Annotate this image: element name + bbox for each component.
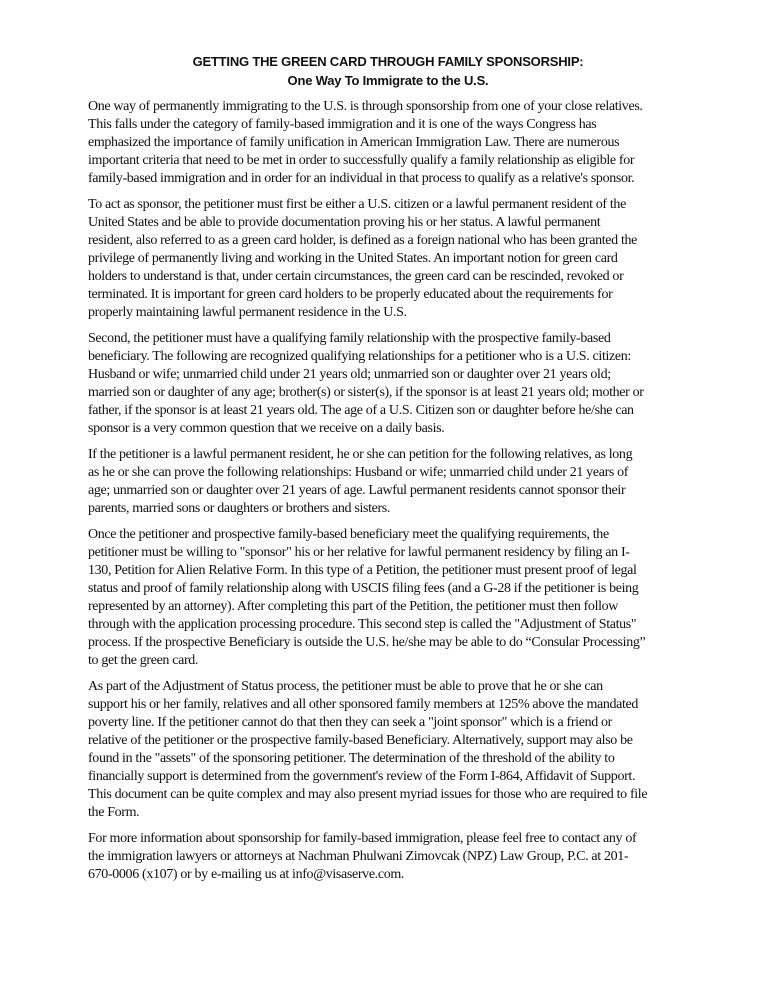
text-line: important criteria that need to be met in order to successfully qualify a family relationship as eligible for [88, 153, 635, 168]
paragraph-7 [88, 830, 698, 884]
paragraph-1 [88, 98, 698, 188]
text-line: poverty line. If the petitioner cannot do that then they can seek a "joint sponsor" which is a friend or [88, 715, 612, 730]
document-title [88, 52, 688, 90]
text-line: This falls under the category of family-based immigration and it is one of the ways Congress has [88, 117, 597, 132]
text-line: age; unmarried son or daughter over 21 years of age. Lawful permanent residents cannot sponsor their [88, 483, 626, 498]
text-line: married son or daughter of any age; brother(s) or sister(s), if the sponsor is at least 21 years old; mother or [88, 385, 644, 400]
paragraph-2 [88, 196, 698, 322]
text-line: If the petitioner is a lawful permanent resident, he or she can petition for the following relatives, as long [88, 447, 633, 462]
text-line: resident, also referred to as a green card holder, is defined as a foreign national who has been granted the [88, 233, 638, 248]
text-line: represented by an attorney). After completing this part of the Petition, the petitioner must then follow [88, 599, 619, 614]
text-line: the immigration lawyers or attorneys at Nachman Phulwani Zimovcak (NPZ) Law Group, P.C. at 201- [88, 849, 629, 864]
paragraph-4 [88, 446, 698, 518]
text-line: One way of permanently immigrating to the U.S. is through sponsorship from one of your close relatives. [88, 99, 643, 114]
text-line: Husband or wife; unmarried child under 21 years old; unmarried son or daughter over 21 years old; [88, 367, 611, 382]
text-line: Second, the petitioner must have a qualifying family relationship with the prospective family-based [88, 331, 611, 346]
paragraph-6 [88, 678, 698, 822]
text-line: father, if the sponsor is at least 21 years old. The age of a U.S. Citizen son or daughter before he/she can [88, 403, 634, 418]
text-line: Once the petitioner and prospective family-based beneficiary meet the qualifying requirements, the [88, 527, 609, 542]
text-line: financially support is determined from the government's review of the Form I-864, Affidavit of Support. [88, 769, 636, 784]
paragraph-3 [88, 330, 698, 438]
text-line: To act as sponsor, the petitioner must first be either a U.S. citizen or a lawful permanent resident of the [88, 197, 626, 212]
title-line-1: GETTING THE GREEN CARD THROUGH FAMILY SPONSORSHIP: [192, 54, 584, 69]
text-line: 130, Petition for Alien Relative Form. In this type of a Petition, the petitioner must present proof of legal [88, 563, 637, 578]
text-line: process. If the prospective Beneficiary is outside the U.S. he/she may be able to do “Consular Processing” [88, 635, 646, 650]
text-line: privilege of permanently living and working in the United States. An important notion for green card [88, 251, 618, 266]
text-line: This document can be quite complex and may also present myriad issues for those who are required to file [88, 787, 648, 802]
document-body [88, 98, 698, 892]
text-line: As part of the Adjustment of Status process, the petitioner must be able to prove that he or she can [88, 679, 603, 694]
text-line: to get the green card. [88, 653, 199, 668]
text-line: the Form. [88, 805, 140, 820]
text-line: petitioner must be willing to "sponsor" his or her relative for lawful permanent residency by filing an I- [88, 545, 630, 560]
text-line: beneficiary. The following are recognized qualifying relationships for a petitioner who is a U.S. citizen: [88, 349, 631, 364]
text-line: status and proof of family relationship along with USCIS filing fees (and a G-28 if the petitioner is being [88, 581, 639, 596]
text-line: as he or she can prove the following relationships: Husband or wife; unmarried child under 21 years of [88, 465, 629, 480]
title-line-2: One Way To Immigrate to the U.S. [287, 73, 489, 88]
text-line: terminated. It is important for green card holders to be properly educated about the requirements for [88, 287, 613, 302]
text-line: through with the application processing procedure. This second step is called the "Adjustment of Status" [88, 617, 637, 632]
text-line: found in the "assets" of the sponsoring petitioner. The determination of the threshold of the ability to [88, 751, 615, 766]
text-line: family-based immigration and in order for an individual in that process to qualify as a relative's sponsor. [88, 171, 635, 186]
text-line: holders to understand is that, under certain circumstances, the green card can be rescinded, revoked or [88, 269, 624, 284]
text-line: United States and be able to provide documentation proving his or her status. A lawful permanent [88, 215, 601, 230]
paragraph-5 [88, 526, 698, 670]
text-line: For more information about sponsorship for family-based immigration, please feel free to contact any of [88, 831, 637, 846]
text-line: support his or her family, relatives and all other sponsored family members at 125% above the mandated [88, 697, 639, 712]
text-line: sponsor is a very common question that we receive on a daily basis. [88, 421, 445, 436]
text-line: parents, married sons or daughters or brothers and sisters. [88, 501, 391, 516]
text-line: emphasized the importance of family unification in American Immigration Law. There are numerous [88, 135, 620, 150]
text-line: 670-0006 (x107) or by e-mailing us at info@visaserve.com. [88, 867, 405, 882]
text-line: relative of the petitioner or the prospective family-based Beneficiary. Alternatively, support may also be [88, 733, 633, 748]
text-line: properly maintaining lawful permanent residence in the U.S. [88, 305, 407, 320]
